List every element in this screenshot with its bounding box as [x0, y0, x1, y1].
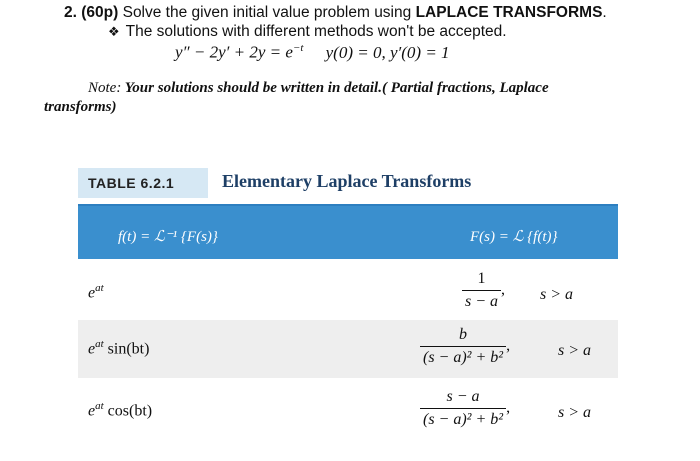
- fraction: [420, 326, 506, 367]
- question-rule: [108, 23, 507, 41]
- question-number: 2.: [64, 4, 77, 21]
- numerator: b: [459, 326, 468, 343]
- question-method: LAPLACE TRANSFORMS: [415, 4, 603, 21]
- table-row-3-condition: s > a: [558, 404, 592, 421]
- note-line-1: [88, 80, 549, 97]
- table-row-2-f: [88, 338, 149, 358]
- f-base: e: [88, 340, 96, 358]
- diamond-bullet-icon: ❖: [108, 24, 120, 39]
- denominator: (s − a)² + b²: [420, 346, 506, 367]
- note-text-1: Your solutions should be written in detail.( Partial fractions, Laplace: [121, 80, 549, 96]
- fraction: [462, 270, 501, 311]
- note-label: Note:: [88, 80, 122, 96]
- ode-exponent: −t: [292, 42, 304, 54]
- denominator: s − a: [462, 290, 501, 311]
- f-exponent: at: [95, 282, 104, 294]
- table-row-3-f: [88, 400, 152, 420]
- table-row-1-condition: s > a: [540, 286, 574, 303]
- f-exponent: at: [95, 338, 104, 350]
- f-exponent: at: [95, 400, 104, 412]
- table-title: Elementary Laplace Transforms: [222, 171, 472, 191]
- question-period: .: [602, 4, 607, 21]
- ode: y″ − 2y′ + 2y = e: [175, 42, 293, 62]
- note-text-2: transforms): [44, 99, 117, 115]
- f-tail: cos(bt): [103, 402, 153, 420]
- f-tail: sin(bt): [103, 340, 150, 358]
- table-row-3-F: $\frac{s - a}{\text{(s − a)² + b²}}$ ,: [420, 388, 510, 429]
- header-inverse-transform: f(t) = ℒ⁻¹ {F(s)}: [118, 229, 218, 245]
- table-row-1-f: [88, 282, 104, 302]
- table-label: TABLE 6.2.1: [78, 168, 208, 198]
- header-transform: F(s) = ℒ {f(t)}: [470, 229, 558, 245]
- question-text: Solve the given initial value problem using: [118, 4, 416, 21]
- question-heading: [64, 4, 607, 22]
- table-row-2-condition: s > a: [558, 342, 592, 359]
- ivp-equation: [175, 42, 450, 63]
- numerator: s − a: [446, 388, 480, 405]
- f-base: e: [88, 402, 96, 420]
- question-points: (60p): [81, 4, 119, 21]
- question-rule-text: The solutions with different methods won't be accepted.: [125, 23, 507, 40]
- f-base: e: [88, 284, 96, 302]
- numerator: 1: [477, 270, 486, 287]
- fraction: [420, 388, 506, 429]
- denominator: (s − a)² + b²: [420, 408, 506, 429]
- table-row-1-F: $\frac{1}{s - a}$ ,: [462, 270, 505, 311]
- note-line-2: [44, 99, 117, 116]
- initial-conditions: y(0) = 0, y′(0) = 1: [325, 42, 450, 62]
- table-row-shade: [78, 320, 618, 378]
- table-row-2-F: $\frac{b}{\text{(s − a)² + b²}}$ ,: [420, 326, 510, 367]
